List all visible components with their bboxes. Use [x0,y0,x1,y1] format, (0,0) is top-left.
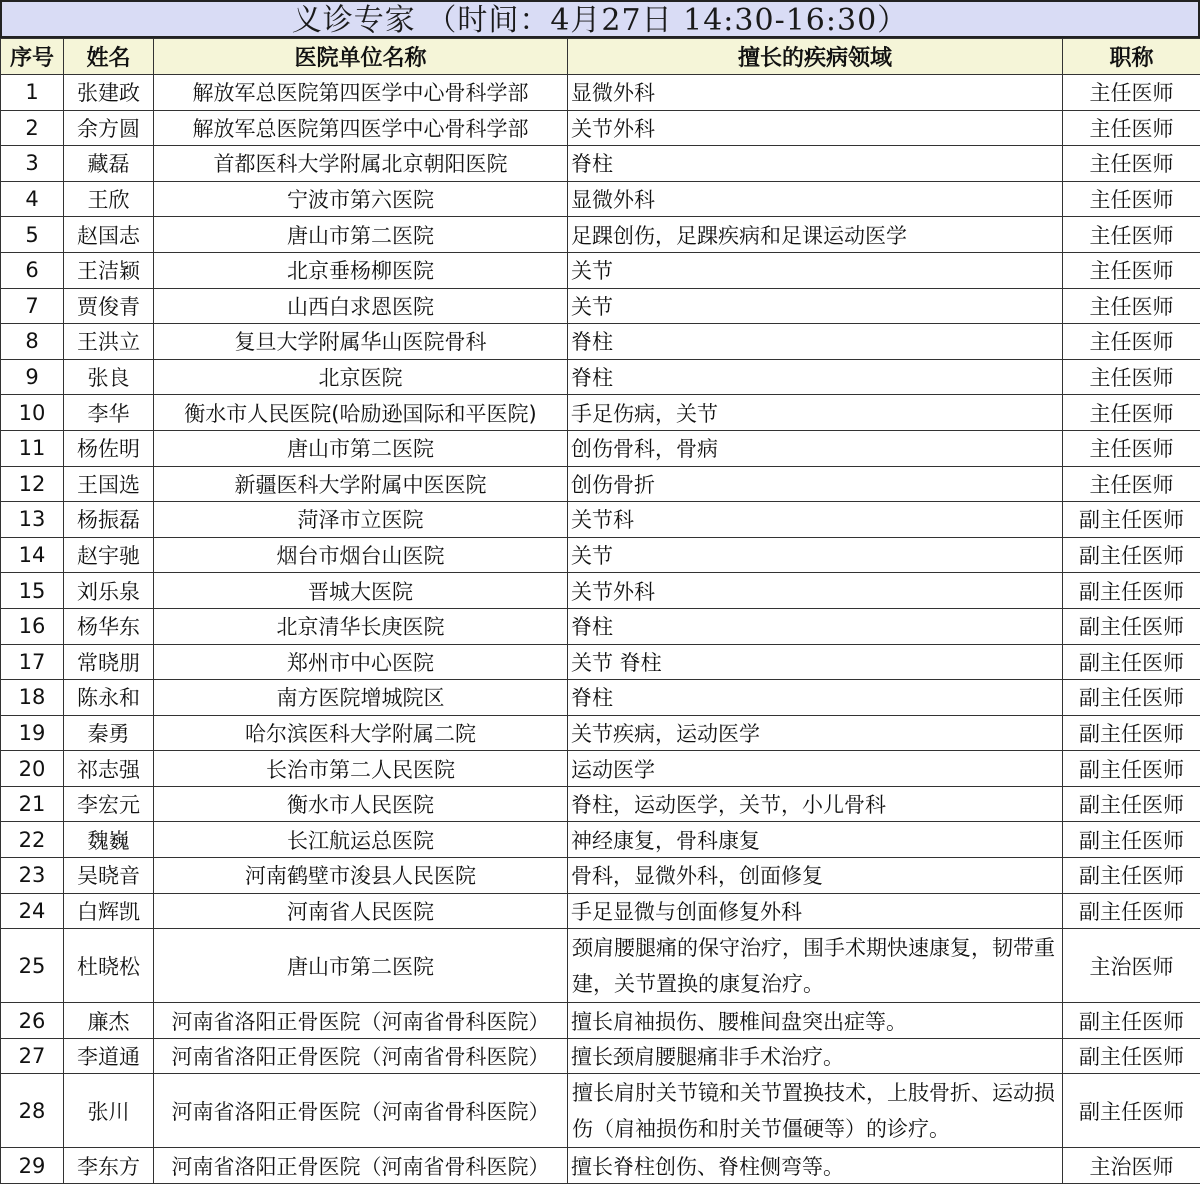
cell-name: 杨华东 [64,608,154,644]
cell-hospital: 北京清华长庚医院 [154,608,568,644]
cell-name: 张良 [64,359,154,395]
cell-no: 4 [1,181,64,217]
cell-specialty: 擅长肩肘关节镜和关节置换技术，上肢骨折、运动损伤（肩袖损伤和肘关节僵硬等）的诊疗。 [568,1074,1063,1148]
expert-table [0,38,1200,1184]
cell-rank: 副主任医师 [1063,786,1200,822]
cell-specialty: 创伤骨折 [568,466,1063,502]
cell-specialty: 关节 [568,288,1063,324]
cell-no: 12 [1,466,64,502]
cell-specialty: 脊柱，运动医学，关节，小儿骨科 [568,786,1063,822]
cell-hospital: 晋城大医院 [154,573,568,609]
table-row [1,75,1200,111]
cell-hospital: 河南省人民医院 [154,893,568,929]
cell-no: 20 [1,751,64,787]
cell-name: 魏巍 [64,822,154,858]
cell-hospital: 新疆医科大学附属中医医院 [154,466,568,502]
cell-rank: 主任医师 [1063,181,1200,217]
cell-hospital: 唐山市第二医院 [154,217,568,253]
table-row [1,1148,1200,1184]
cell-name: 吴晓音 [64,858,154,894]
cell-name: 王洁颖 [64,252,154,288]
table-row [1,359,1200,395]
cell-name: 李宏元 [64,786,154,822]
table-row [1,324,1200,360]
cell-hospital: 长治市第二人民医院 [154,751,568,787]
cell-specialty: 脊柱 [568,324,1063,360]
cell-hospital: 北京垂杨柳医院 [154,252,568,288]
table-header-row [1,39,1200,75]
cell-no: 18 [1,680,64,716]
cell-hospital: 首都医科大学附属北京朝阳医院 [154,146,568,182]
cell-rank: 主任医师 [1063,395,1200,431]
cell-specialty: 擅长肩袖损伤、腰椎间盘突出症等。 [568,1003,1063,1039]
cell-rank: 主任医师 [1063,75,1200,111]
cell-no: 21 [1,786,64,822]
cell-name: 祁志强 [64,751,154,787]
cell-hospital: 菏泽市立医院 [154,502,568,538]
cell-no: 19 [1,715,64,751]
cell-specialty: 显微外科 [568,75,1063,111]
cell-rank: 副主任医师 [1063,502,1200,538]
cell-specialty: 关节外科 [568,110,1063,146]
table-row [1,751,1200,787]
table-row [1,786,1200,822]
cell-no: 17 [1,644,64,680]
cell-hospital: 北京医院 [154,359,568,395]
cell-name: 王洪立 [64,324,154,360]
table-row [1,1074,1200,1148]
cell-no: 25 [1,929,64,1003]
cell-name: 李东方 [64,1148,154,1184]
cell-specialty: 颈肩腰腿痛的保守治疗，围手术期快速康复，韧带重建，关节置换的康复治疗。 [568,929,1063,1003]
cell-rank: 副主任医师 [1063,893,1200,929]
cell-specialty: 关节外科 [568,573,1063,609]
sheet-title: 义诊专家 （时间：4月27日 14:30-16:30） [0,0,1200,38]
cell-no: 11 [1,430,64,466]
cell-rank: 主任医师 [1063,146,1200,182]
cell-name: 张川 [64,1074,154,1148]
header-name: 姓名 [64,39,154,75]
cell-name: 李华 [64,395,154,431]
cell-hospital: 河南省洛阳正骨医院（河南省骨科医院） [154,1148,568,1184]
cell-specialty: 关节疾病，运动医学 [568,715,1063,751]
cell-name: 贾俊青 [64,288,154,324]
table-body [1,75,1200,1184]
cell-no: 15 [1,573,64,609]
cell-rank: 副主任医师 [1063,1074,1200,1148]
cell-no: 2 [1,110,64,146]
cell-specialty: 骨科，显微外科，创面修复 [568,858,1063,894]
table-row [1,537,1200,573]
table-row [1,110,1200,146]
cell-no: 27 [1,1038,64,1074]
cell-no: 22 [1,822,64,858]
cell-name: 刘乐泉 [64,573,154,609]
cell-rank: 主任医师 [1063,217,1200,253]
table-row [1,715,1200,751]
cell-hospital: 长江航运总医院 [154,822,568,858]
table-row [1,929,1200,1003]
cell-hospital: 河南省洛阳正骨医院（河南省骨科医院） [154,1074,568,1148]
cell-specialty: 脊柱 [568,146,1063,182]
cell-no: 24 [1,893,64,929]
cell-rank: 主任医师 [1063,324,1200,360]
cell-rank: 副主任医师 [1063,751,1200,787]
cell-no: 14 [1,537,64,573]
cell-no: 5 [1,217,64,253]
table-row [1,217,1200,253]
cell-specialty: 关节科 [568,502,1063,538]
cell-no: 29 [1,1148,64,1184]
cell-hospital: 宁波市第六医院 [154,181,568,217]
cell-hospital: 复旦大学附属华山医院骨科 [154,324,568,360]
cell-name: 赵宇驰 [64,537,154,573]
cell-hospital: 哈尔滨医科大学附属二院 [154,715,568,751]
cell-no: 3 [1,146,64,182]
cell-name: 张建政 [64,75,154,111]
cell-specialty: 关节 [568,537,1063,573]
cell-no: 16 [1,608,64,644]
cell-rank: 副主任医师 [1063,608,1200,644]
cell-rank: 副主任医师 [1063,822,1200,858]
table-row [1,288,1200,324]
cell-rank: 主任医师 [1063,288,1200,324]
cell-specialty: 关节 [568,252,1063,288]
cell-specialty: 脊柱 [568,608,1063,644]
cell-hospital: 解放军总医院第四医学中心骨科学部 [154,110,568,146]
cell-rank: 副主任医师 [1063,573,1200,609]
cell-name: 白辉凯 [64,893,154,929]
cell-hospital: 河南省洛阳正骨医院（河南省骨科医院） [154,1003,568,1039]
cell-name: 廉杰 [64,1003,154,1039]
header-rank: 职称 [1063,39,1200,75]
cell-specialty: 手足显微与创面修复外科 [568,893,1063,929]
table-row [1,644,1200,680]
cell-name: 常晓朋 [64,644,154,680]
table-row [1,181,1200,217]
cell-no: 1 [1,75,64,111]
cell-hospital: 河南鹤壁市浚县人民医院 [154,858,568,894]
cell-rank: 主任医师 [1063,466,1200,502]
header-no: 序号 [1,39,64,75]
table-row [1,1003,1200,1039]
cell-specialty: 脊柱 [568,359,1063,395]
cell-no: 6 [1,252,64,288]
cell-rank: 主治医师 [1063,929,1200,1003]
cell-specialty: 创伤骨科，骨病 [568,430,1063,466]
cell-specialty: 手足伤病，关节 [568,395,1063,431]
cell-no: 7 [1,288,64,324]
cell-rank: 副主任医师 [1063,644,1200,680]
cell-no: 10 [1,395,64,431]
table-row [1,573,1200,609]
table-row [1,608,1200,644]
cell-no: 26 [1,1003,64,1039]
cell-name: 李道通 [64,1038,154,1074]
cell-hospital: 山西白求恩医院 [154,288,568,324]
cell-name: 赵国志 [64,217,154,253]
cell-hospital: 烟台市烟台山医院 [154,537,568,573]
table-row [1,146,1200,182]
cell-no: 13 [1,502,64,538]
cell-name: 藏磊 [64,146,154,182]
cell-specialty: 擅长脊柱创伤、脊柱侧弯等。 [568,1148,1063,1184]
cell-name: 陈永和 [64,680,154,716]
cell-name: 王国选 [64,466,154,502]
table-row [1,466,1200,502]
cell-no: 28 [1,1074,64,1148]
table-row [1,502,1200,538]
cell-specialty: 足踝创伤，足踝疾病和足课运动医学 [568,217,1063,253]
cell-name: 杨振磊 [64,502,154,538]
cell-specialty: 显微外科 [568,181,1063,217]
cell-hospital: 衡水市人民医院(哈励逊国际和平医院) [154,395,568,431]
cell-hospital: 唐山市第二医院 [154,929,568,1003]
table-row [1,680,1200,716]
cell-hospital: 解放军总医院第四医学中心骨科学部 [154,75,568,111]
table-row [1,893,1200,929]
cell-rank: 副主任医师 [1063,1003,1200,1039]
table-row [1,822,1200,858]
cell-name: 余方圆 [64,110,154,146]
cell-specialty: 运动医学 [568,751,1063,787]
table-row [1,858,1200,894]
cell-rank: 主任医师 [1063,430,1200,466]
cell-rank: 主治医师 [1063,1148,1200,1184]
cell-rank: 副主任医师 [1063,680,1200,716]
cell-specialty: 擅长颈肩腰腿痛非手术治疗。 [568,1038,1063,1074]
cell-rank: 主任医师 [1063,110,1200,146]
cell-name: 杨佐明 [64,430,154,466]
cell-hospital: 南方医院增城院区 [154,680,568,716]
cell-name: 秦勇 [64,715,154,751]
table-row [1,252,1200,288]
cell-specialty: 脊柱 [568,680,1063,716]
table-row [1,1038,1200,1074]
cell-specialty: 神经康复，骨科康复 [568,822,1063,858]
cell-rank: 主任医师 [1063,359,1200,395]
cell-hospital: 郑州市中心医院 [154,644,568,680]
header-specialty: 擅长的疾病领域 [568,39,1063,75]
table-row [1,395,1200,431]
cell-specialty: 关节 脊柱 [568,644,1063,680]
cell-rank: 副主任医师 [1063,858,1200,894]
cell-rank: 主任医师 [1063,252,1200,288]
cell-no: 23 [1,858,64,894]
cell-name: 杜晓松 [64,929,154,1003]
cell-no: 9 [1,359,64,395]
cell-no: 8 [1,324,64,360]
cell-hospital: 衡水市人民医院 [154,786,568,822]
cell-rank: 副主任医师 [1063,537,1200,573]
table-row [1,430,1200,466]
cell-hospital: 河南省洛阳正骨医院（河南省骨科医院） [154,1038,568,1074]
cell-rank: 副主任医师 [1063,715,1200,751]
cell-hospital: 唐山市第二医院 [154,430,568,466]
cell-rank: 副主任医师 [1063,1038,1200,1074]
cell-name: 王欣 [64,181,154,217]
header-hospital: 医院单位名称 [154,39,568,75]
